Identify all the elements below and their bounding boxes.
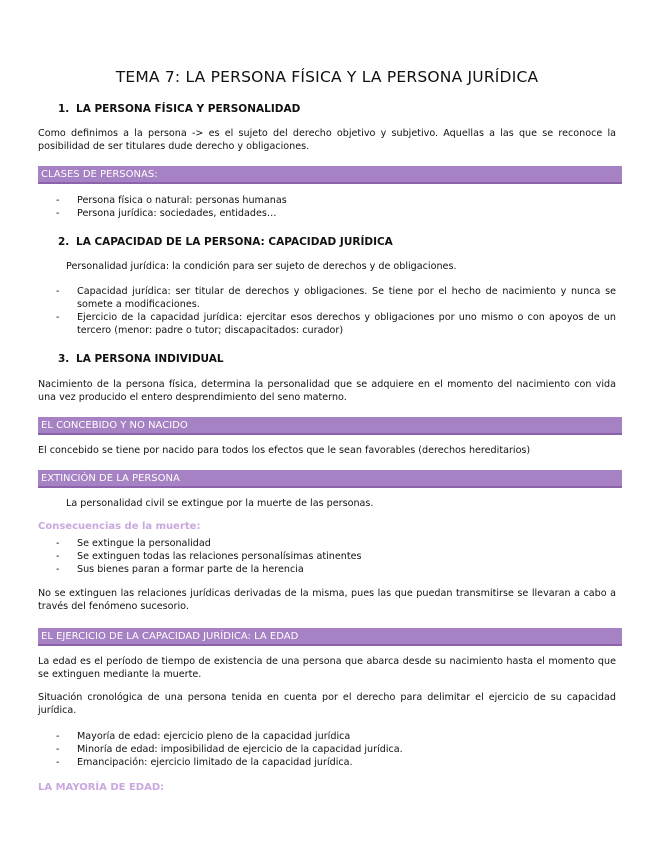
- list-item-text: Sus bienes paran a formar parte de la herencia: [77, 564, 304, 575]
- bullet-dash: -: [56, 564, 60, 575]
- bullet-dash: -: [56, 538, 60, 549]
- list-item-text: Se extingue la personalidad: [77, 538, 211, 549]
- bullet-dash: -: [56, 286, 60, 297]
- paragraph: No se extinguen las relaciones jurídicas derivadas de la misma, pues las que puedan transmitirse se llevaran a cabo a través del fenómeno sucesorio.: [38, 588, 616, 612]
- subheading-mayoria: LA MAYORÍA DE EDAD:: [38, 782, 165, 793]
- section-number: 3.: [58, 353, 70, 365]
- list-item-text: Capacidad jurídica: ser titular de derechos y obligaciones. Se tiene por el hecho de nacimiento y nunca se somete a modificaciones.: [77, 286, 616, 310]
- bullet-dash: -: [56, 757, 60, 768]
- list-item-text: Minoría de edad: imposibilidad de ejercicio de la capacidad jurídica.: [77, 744, 403, 755]
- list-consecuencias: [56, 537, 616, 576]
- section-bar-ejercicio: EL EJERCICIO DE LA CAPACIDAD JURÍDICA: LA EDAD: [38, 628, 622, 646]
- bullet-dash: -: [56, 551, 60, 562]
- section-bar-concebido: EL CONCEBIDO Y NO NACIDO: [38, 417, 622, 435]
- subheading-consecuencias: Consecuencias de la muerte:: [38, 521, 201, 532]
- bullet-dash: -: [56, 208, 60, 219]
- list-item: [56, 207, 616, 220]
- bullet-dash: -: [56, 744, 60, 755]
- bullet-dash: -: [56, 731, 60, 742]
- bullet-dash: -: [56, 195, 60, 206]
- section-heading-3: [58, 353, 224, 365]
- list-item: [56, 563, 616, 576]
- paragraph: La personalidad civil se extingue por la muerte de las personas.: [66, 498, 374, 509]
- paragraph: La edad es el período de tiempo de existencia de una persona que abarca desde su nacimiento hasta el momento que se extinguen mediante la muerte.: [38, 656, 616, 680]
- list-item: [56, 743, 616, 756]
- paragraph: Como definimos a la persona -> es el sujeto del derecho objetivo y subjetivo. Aquellas a las que se reconoce la posibilidad de ser titulares dude derecho y obligaciones.: [38, 128, 616, 152]
- list-item: [56, 311, 616, 337]
- paragraph: Nacimiento de la persona física, determina la personalidad que se adquiere en el momento del nacimiento con vida una vez producido el entero desprendimiento del seno materno.: [38, 379, 616, 403]
- section-bar-clases: CLASES DE PERSONAS:: [38, 166, 622, 184]
- section-heading-text: LA CAPACIDAD DE LA PERSONA: CAPACIDAD JURÍDICA: [76, 236, 393, 248]
- list-edad: [56, 730, 616, 769]
- section-heading-2: [58, 236, 393, 248]
- list-item-text: Persona jurídica: sociedades, entidades…: [77, 208, 277, 219]
- paragraph: Situación cronológica de una persona tenida en cuenta por el derecho para delimitar el ejercicio de su capacidad jurídica.: [38, 692, 616, 716]
- list-item: [56, 730, 616, 743]
- page-title: TEMA 7: LA PERSONA FÍSICA Y LA PERSONA JURÍDICA: [115, 68, 539, 86]
- section-number: 1.: [58, 103, 70, 115]
- list-capacidad: [56, 285, 616, 337]
- list-item: [56, 194, 616, 207]
- paragraph: El concebido se tiene por nacido para todos los efectos que le sean favorables (derechos hereditarios): [38, 445, 531, 456]
- section-heading-1: [58, 103, 300, 115]
- section-heading-text: LA PERSONA INDIVIDUAL: [76, 353, 224, 365]
- list-item: [56, 550, 616, 563]
- section-number: 2.: [58, 236, 70, 248]
- list-clases: [56, 194, 616, 220]
- list-item-text: Emancipación: ejercicio limitado de la capacidad jurídica.: [77, 757, 353, 768]
- paragraph: Personalidad jurídica: la condición para ser sujeto de derechos y de obligaciones.: [66, 261, 457, 272]
- bullet-dash: -: [56, 312, 60, 323]
- list-item-text: Se extinguen todas las relaciones personalísimas atinentes: [77, 551, 362, 562]
- list-item: [56, 285, 616, 311]
- list-item-text: Ejercicio de la capacidad jurídica: ejercitar esos derechos y obligaciones por uno mismo o con apoyos de un tercero (menor: padre o tutor; discapacitados: curador): [77, 312, 616, 336]
- section-bar-extincion: EXTINCIÓN DE LA PERSONA: [38, 470, 622, 488]
- section-heading-text: LA PERSONA FÍSICA Y PERSONALIDAD: [76, 103, 301, 115]
- list-item-text: Persona física o natural: personas humanas: [77, 195, 287, 206]
- list-item: [56, 537, 616, 550]
- list-item-text: Mayoría de edad: ejercicio pleno de la capacidad jurídica: [77, 731, 351, 742]
- list-item: [56, 756, 616, 769]
